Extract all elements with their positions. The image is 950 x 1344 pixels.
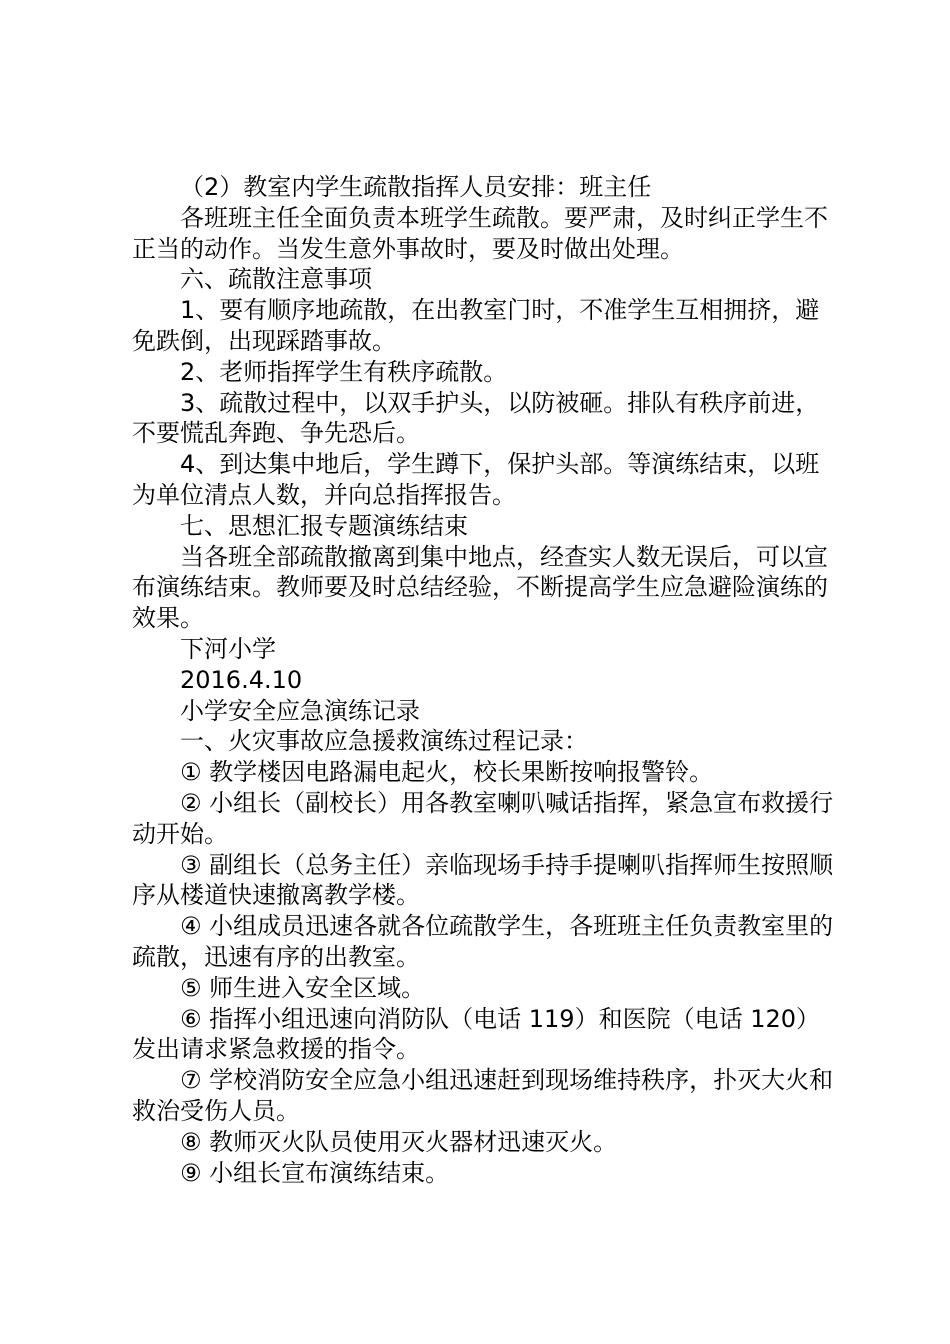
record-step-7: ⑦ 学校消防安全应急小组迅速赶到现场维持秩序，扑灭大火和救治受伤人员。 — [132, 1066, 834, 1125]
paragraph-classroom-evacuation-staff: （2）教室内学生疏散指挥人员安排：班主任 — [180, 173, 652, 201]
document-date: 2016.4.10 — [180, 665, 303, 694]
record-step-5: ⑤ 师生进入安全区域。 — [180, 973, 426, 1002]
record-step-4: ④ 小组成员迅速各就各位疏散学生，各班班主任负责教室里的疏散，迅速有序的出教室。 — [132, 912, 834, 971]
document-body — [132, 172, 838, 1188]
school-name: 下河小学 — [180, 634, 276, 663]
heading-evacuation-notes: 六、疏散注意事项 — [180, 265, 372, 294]
record-step-9: ⑨ 小组长宣布演练结束。 — [180, 1158, 450, 1187]
heading-fire-drill-record: 一、火灾事故应急援救演练过程记录： — [180, 727, 588, 756]
paragraph-note-2: 2、老师指挥学生有秩序疏散。 — [180, 357, 508, 386]
paragraph-note-3: 3、疏散过程中，以双手护头，以防被砸。排队有秩序前进，不要慌乱奔跑、争先恐后。 — [132, 388, 820, 448]
heading-drill-end: 七、思想汇报专题演练结束 — [180, 511, 468, 540]
paragraph-head-teacher-duty: 各班班主任全面负责本班学生疏散。要严肃，及时纠正学生不正当的动作。当发生意外事故时，要及时做出处理。 — [132, 203, 828, 263]
paragraph-note-4: 4、到达集中地后，学生蹲下，保护头部。等演练结束，以班为单位清点人数，并向总指挥报告。 — [132, 450, 820, 509]
record-step-1: ① 教学楼因电路漏电起火，校长果断按响报警铃。 — [180, 758, 714, 787]
record-step-6: ⑥ 指挥小组迅速向消防队（电话 119）和医院（电话 120）发出请求紧急救援的指令。 — [132, 1004, 821, 1064]
record-step-8: ⑧ 教师灭火队员使用灭火器材迅速灭火。 — [180, 1127, 618, 1156]
paragraph-note-1: 1、要有顺序地疏散，在出教室门时，不准学生互相拥挤，避免跌倒，出现踩踏事故。 — [132, 296, 820, 355]
paragraph-drill-end: 当各班全部疏散撤离到集中地点，经查实人数无误后，可以宣布演练结束。教师要及时总结经验，不断提高学生应急避险演练的效果。 — [132, 542, 828, 633]
record-step-2: ② 小组长（副校长）用各教室喇叭喊话指挥，紧急宣布救援行动开始。 — [132, 788, 834, 848]
record-step-3: ③ 副组长（总务主任）亲临现场手持手提喇叭指挥师生按照顺序从楼道快速撤离教学楼。 — [132, 850, 834, 910]
record-title: 小学安全应急演练记录 — [180, 696, 420, 725]
